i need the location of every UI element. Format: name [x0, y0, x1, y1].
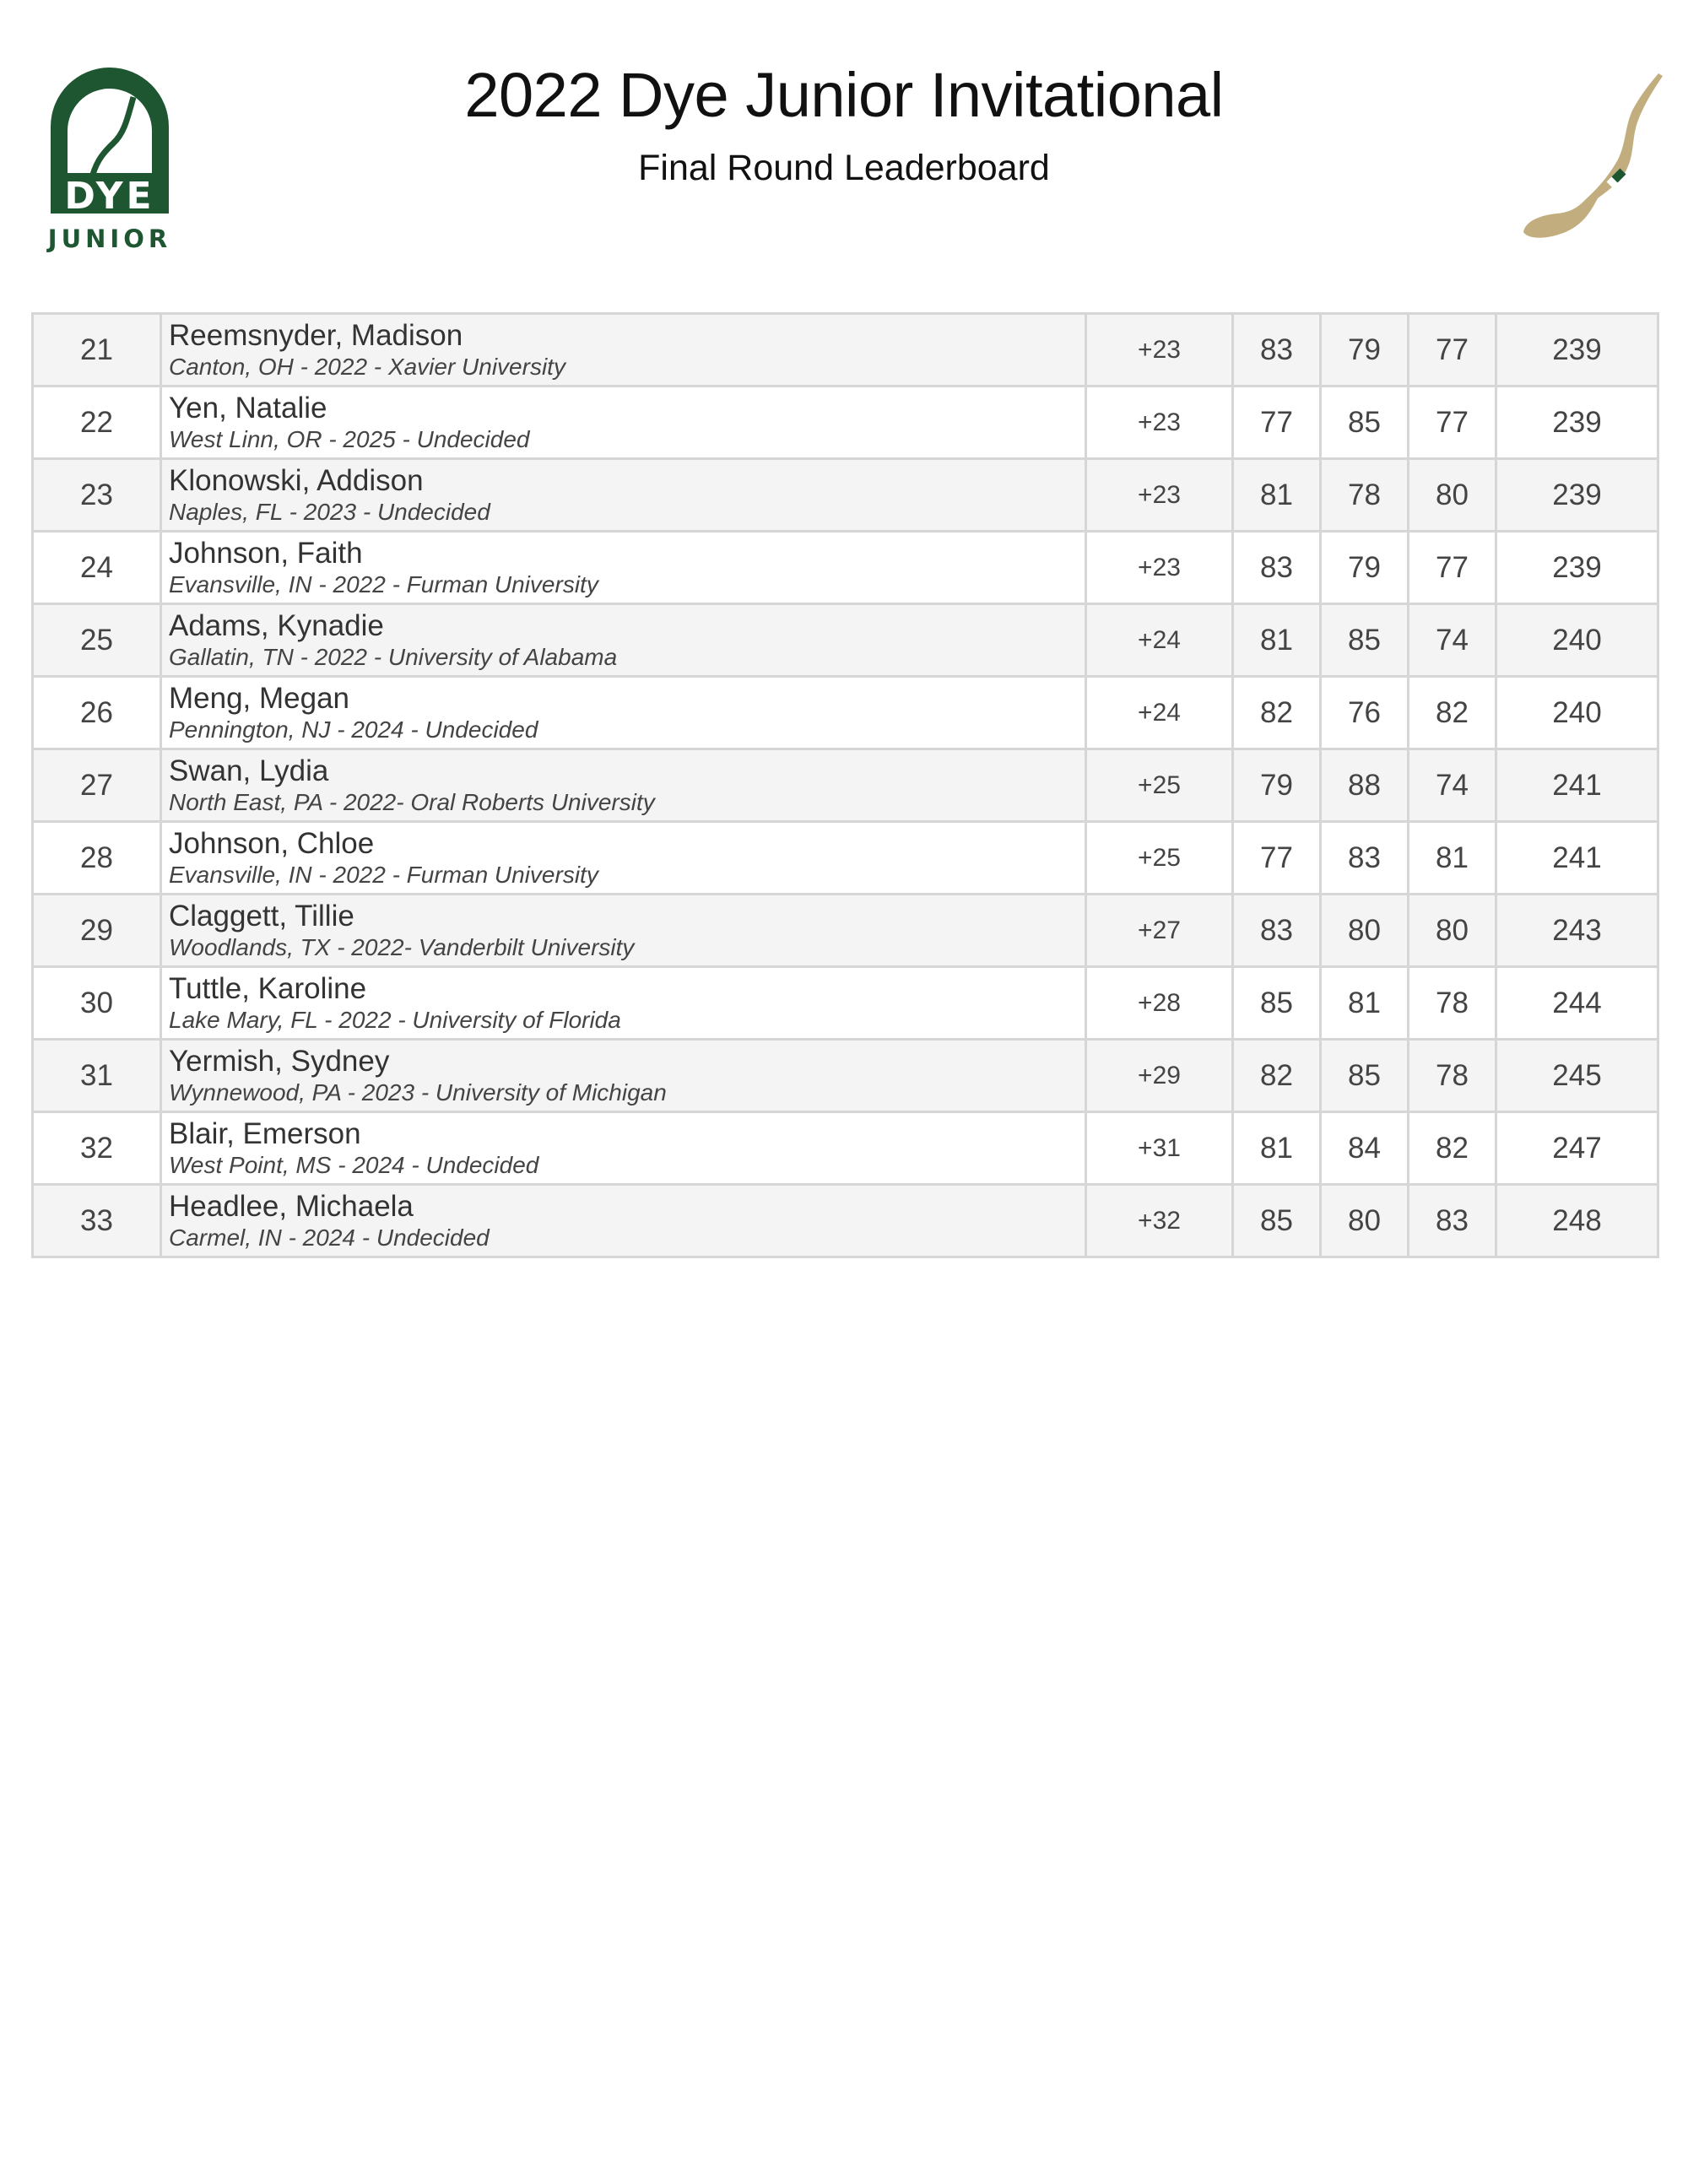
to-par-cell: +31	[1086, 1112, 1233, 1185]
table-row	[33, 1185, 1658, 1257]
player-details: Wynnewood, PA - 2023 - University of Michigan	[169, 1078, 667, 1106]
to-par-cell: +24	[1086, 604, 1233, 677]
player-cell	[161, 967, 1086, 1040]
total-cell: 239	[1496, 387, 1658, 459]
total-cell: 247	[1496, 1112, 1658, 1185]
round-2-cell: 84	[1321, 1112, 1409, 1185]
round-2-cell: 88	[1321, 749, 1409, 822]
to-par-cell: +23	[1086, 459, 1233, 532]
round-2-cell: 85	[1321, 387, 1409, 459]
player-name: Claggett, Tillie	[169, 899, 354, 933]
player-name: Headlee, Michaela	[169, 1189, 414, 1223]
page-subtitle: Final Round Leaderboard	[638, 148, 1050, 188]
table-row	[33, 314, 1658, 387]
position-cell: 25	[33, 604, 161, 677]
round-2-cell: 78	[1321, 459, 1409, 532]
position-cell: 33	[33, 1185, 161, 1257]
logo-text-junior: JUNIOR	[47, 224, 172, 253]
to-par-cell: +27	[1086, 895, 1233, 967]
player-details: West Linn, OR - 2025 - Undecided	[169, 425, 530, 452]
round-1-cell: 81	[1233, 459, 1321, 532]
player-name: Klonowski, Addison	[169, 463, 424, 497]
round-3-cell: 82	[1409, 1112, 1496, 1185]
position-cell: 27	[33, 749, 161, 822]
position-cell: 32	[33, 1112, 161, 1185]
player-details: Carmel, IN - 2024 - Undecided	[169, 1224, 490, 1251]
round-3-cell: 82	[1409, 677, 1496, 749]
table-row	[33, 604, 1658, 677]
round-3-cell: 74	[1409, 749, 1496, 822]
round-2-cell: 85	[1321, 604, 1409, 677]
table-row	[33, 677, 1658, 749]
player-name: Tuttle, Karoline	[169, 971, 367, 1005]
round-1-cell: 85	[1233, 967, 1321, 1040]
player-details: Evansville, IN - 2022 - Furman University	[169, 570, 598, 597]
position-cell: 30	[33, 967, 161, 1040]
round-2-cell: 79	[1321, 314, 1409, 387]
player-name: Johnson, Faith	[169, 536, 363, 570]
round-2-cell: 76	[1321, 677, 1409, 749]
round-3-cell: 83	[1409, 1185, 1496, 1257]
player-name: Yermish, Sydney	[169, 1044, 390, 1078]
round-3-cell: 78	[1409, 967, 1496, 1040]
total-cell: 244	[1496, 967, 1658, 1040]
round-3-cell: 77	[1409, 314, 1496, 387]
round-2-cell: 81	[1321, 967, 1409, 1040]
round-1-cell: 83	[1233, 895, 1321, 967]
position-cell: 24	[33, 532, 161, 604]
to-par-cell: +23	[1086, 387, 1233, 459]
round-3-cell: 78	[1409, 1040, 1496, 1112]
page-title: 2022 Dye Junior Invitational	[464, 60, 1224, 130]
total-cell: 241	[1496, 749, 1658, 822]
table-row	[33, 1112, 1658, 1185]
player-cell	[161, 604, 1086, 677]
player-cell	[161, 749, 1086, 822]
player-cell	[161, 314, 1086, 387]
round-1-cell: 77	[1233, 822, 1321, 895]
table-row	[33, 532, 1658, 604]
round-1-cell: 85	[1233, 1185, 1321, 1257]
to-par-cell: +25	[1086, 822, 1233, 895]
total-cell: 239	[1496, 532, 1658, 604]
total-cell: 239	[1496, 459, 1658, 532]
position-cell: 23	[33, 459, 161, 532]
position-cell: 22	[33, 387, 161, 459]
player-details: Gallatin, TN - 2022 - University of Alabama	[169, 643, 618, 670]
round-1-cell: 77	[1233, 387, 1321, 459]
round-1-cell: 83	[1233, 314, 1321, 387]
player-cell	[161, 1040, 1086, 1112]
player-cell	[161, 895, 1086, 967]
table-row	[33, 459, 1658, 532]
to-par-cell: +29	[1086, 1040, 1233, 1112]
to-par-cell: +23	[1086, 532, 1233, 604]
round-2-cell: 79	[1321, 532, 1409, 604]
round-2-cell: 80	[1321, 895, 1409, 967]
round-3-cell: 74	[1409, 604, 1496, 677]
total-cell: 241	[1496, 822, 1658, 895]
table-row	[33, 967, 1658, 1040]
total-cell: 245	[1496, 1040, 1658, 1112]
player-details: North East, PA - 2022- Oral Roberts University	[169, 788, 655, 815]
round-1-cell: 81	[1233, 604, 1321, 677]
player-details: Pennington, NJ - 2024 - Undecided	[169, 716, 538, 743]
player-cell	[161, 459, 1086, 532]
table-row	[33, 1040, 1658, 1112]
total-cell: 240	[1496, 677, 1658, 749]
table-row	[33, 387, 1658, 459]
round-3-cell: 77	[1409, 532, 1496, 604]
total-cell: 240	[1496, 604, 1658, 677]
leaderboard-table	[31, 312, 1659, 1258]
player-details: Naples, FL - 2023 - Undecided	[169, 498, 490, 525]
position-cell: 26	[33, 677, 161, 749]
logo-text-dye: DYE	[64, 175, 155, 218]
to-par-cell: +32	[1086, 1185, 1233, 1257]
position-cell: 21	[33, 314, 161, 387]
round-1-cell: 82	[1233, 677, 1321, 749]
total-cell: 239	[1496, 314, 1658, 387]
round-2-cell: 80	[1321, 1185, 1409, 1257]
player-name: Reemsnyder, Madison	[169, 318, 463, 352]
player-details: Woodlands, TX - 2022- Vanderbilt University	[169, 933, 635, 960]
player-cell	[161, 677, 1086, 749]
player-name: Blair, Emerson	[169, 1116, 361, 1150]
total-cell: 248	[1496, 1185, 1658, 1257]
player-details: Canton, OH - 2022 - Xavier University	[169, 353, 565, 380]
player-name: Yen, Natalie	[169, 391, 327, 424]
player-details: Lake Mary, FL - 2022 - University of Florida	[169, 1006, 621, 1033]
round-1-cell: 83	[1233, 532, 1321, 604]
position-cell: 28	[33, 822, 161, 895]
position-cell: 29	[33, 895, 161, 967]
table-row	[33, 749, 1658, 822]
table-row	[33, 895, 1658, 967]
player-name: Meng, Megan	[169, 681, 350, 715]
golf-course-map-icon	[1507, 72, 1667, 249]
total-cell: 243	[1496, 895, 1658, 967]
table-row	[33, 822, 1658, 895]
round-3-cell: 80	[1409, 895, 1496, 967]
to-par-cell: +23	[1086, 314, 1233, 387]
to-par-cell: +28	[1086, 967, 1233, 1040]
round-3-cell: 80	[1409, 459, 1496, 532]
round-1-cell: 79	[1233, 749, 1321, 822]
position-cell: 31	[33, 1040, 161, 1112]
player-cell	[161, 532, 1086, 604]
to-par-cell: +25	[1086, 749, 1233, 822]
round-1-cell: 82	[1233, 1040, 1321, 1112]
player-details: West Point, MS - 2024 - Undecided	[169, 1151, 539, 1178]
player-details: Evansville, IN - 2022 - Furman University	[169, 861, 598, 888]
player-cell	[161, 387, 1086, 459]
to-par-cell: +24	[1086, 677, 1233, 749]
round-2-cell: 83	[1321, 822, 1409, 895]
page-header	[0, 0, 1688, 278]
player-cell	[161, 822, 1086, 895]
round-3-cell: 77	[1409, 387, 1496, 459]
player-cell	[161, 1112, 1086, 1185]
player-name: Swan, Lydia	[169, 754, 329, 787]
round-3-cell: 81	[1409, 822, 1496, 895]
round-2-cell: 85	[1321, 1040, 1409, 1112]
player-name: Johnson, Chloe	[169, 826, 375, 860]
round-1-cell: 81	[1233, 1112, 1321, 1185]
player-cell	[161, 1185, 1086, 1257]
player-name: Adams, Kynadie	[169, 608, 384, 642]
